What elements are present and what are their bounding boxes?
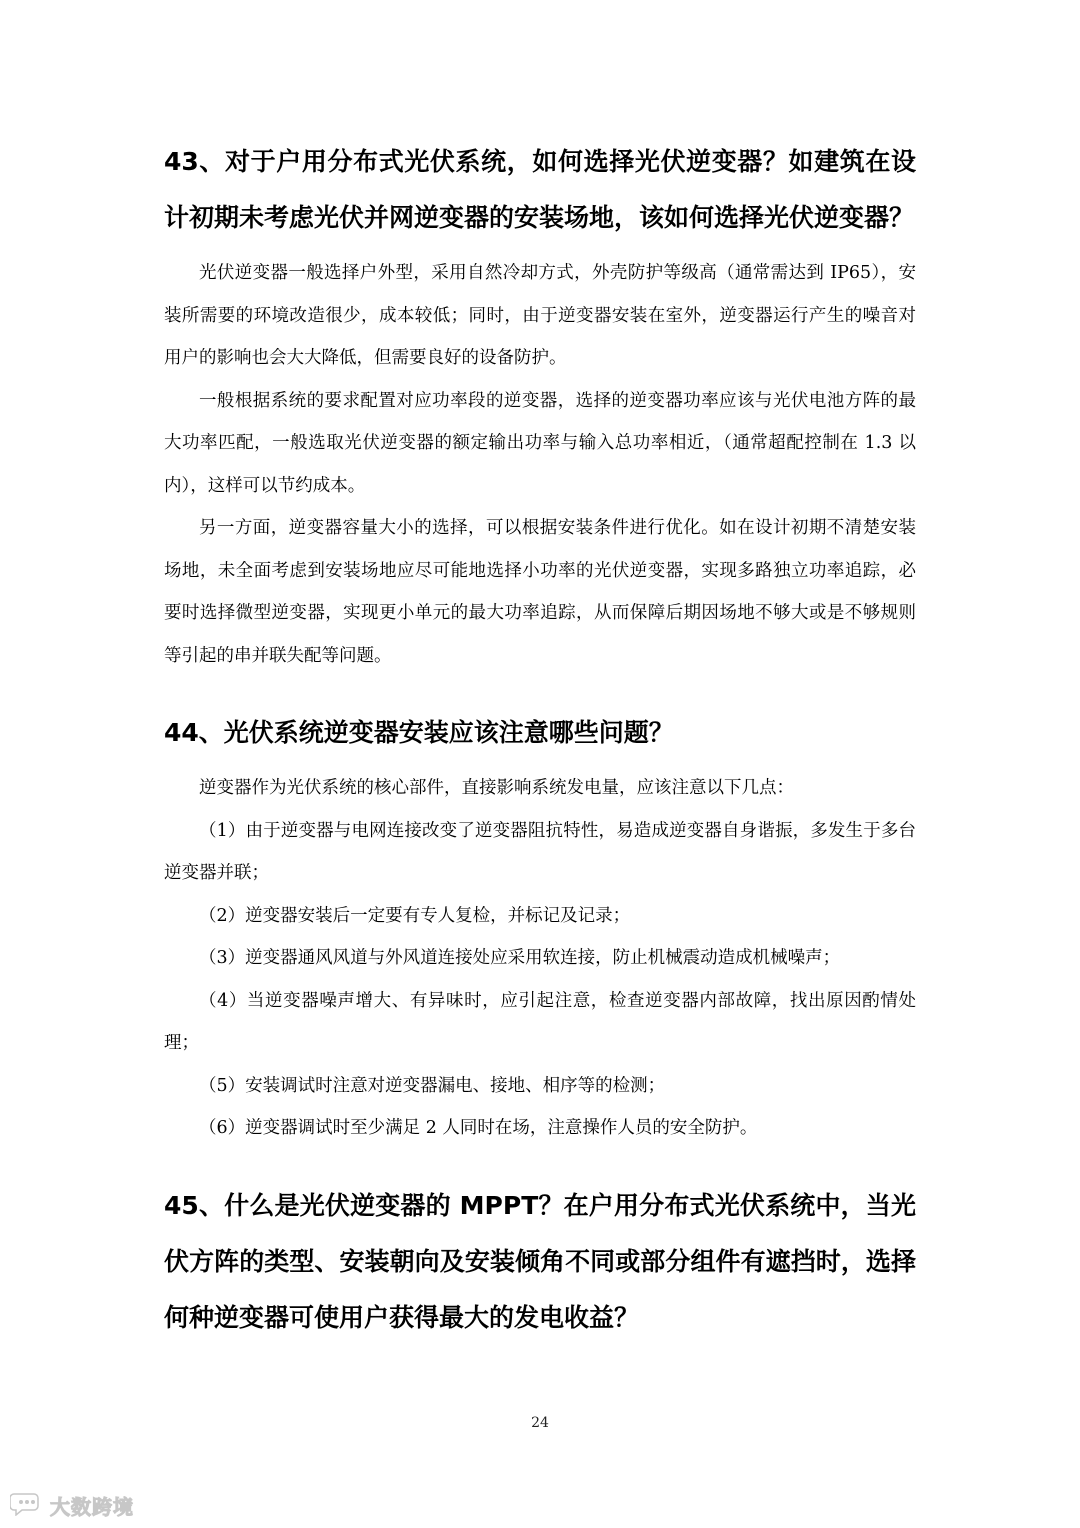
- question-44-item-1: （1）由于逆变器与电网连接改变了逆变器阻抗特性，易造成逆变器自身谐振，多发生于多台逆变器并联；: [164, 820, 916, 883]
- question-45-heading: 45、什么是光伏逆变器的 MPPT？在户用分布式光伏系统中，当光伏方阵的类型、安装朝向及安装倾角不同或部分组件有遮挡时，选择何种逆变器可使用户获得最大的发电收益？: [164, 1190, 916, 1332]
- question-43-paragraph-3: 另一方面，逆变器容量大小的选择，可以根据安装条件进行优化。如在设计初期不清楚安装场地，未全面考虑到安装场地应尽可能地选择小功率的光伏逆变器，实现多路独立功率追踪，必要时选择微型逆变器，实现更小单元的最大功率追踪，从而保障后期因场地不够大或是不够规则等引起的串并联失配等问题。: [164, 518, 916, 666]
- question-44-item-6: （6）逆变器调试时至少满足 2 人同时在场，注意操作人员的安全防护。: [199, 1118, 758, 1138]
- question-44-item-4: （4）当逆变器噪声增大、有异味时，应引起注意，检查逆变器内部故障，找出原因酌情处理；: [164, 990, 916, 1053]
- question-43-paragraph-1: 光伏逆变器一般选择户外型，采用自然冷却方式，外壳防护等级高（通常需达到 IP65），安装所需要的环境改造很少，成本较低；同时，由于逆变器安装在室外，逆变器运行产生的噪音对用户的影响也会大大降低，但需要良好的设备防护。: [164, 263, 917, 368]
- page-number: 24: [531, 1415, 549, 1431]
- question-44: [164, 705, 916, 1150]
- question-44-heading: 44、光伏系统逆变器安装应该注意哪些问题？: [164, 718, 674, 747]
- question-44-item-3: （3）逆变器通风风道与外风道连接处应采用软连接，防止机械震动造成机械噪声；: [199, 948, 841, 968]
- question-43-paragraph-2: 一般根据系统的要求配置对应功率段的逆变器，选择的逆变器功率应该与光伏电池方阵的最大功率匹配，一般选取光伏逆变器的额定输出功率与输入总功率相近，（通常超配控制在 1.3 以内），这样可以节约成本。: [164, 390, 916, 496]
- question-45: [164, 1178, 916, 1346]
- question-43: [164, 134, 916, 677]
- question-44-intro: 逆变器作为光伏系统的核心部件，直接影响系统发电量，应该注意以下几点：: [199, 778, 794, 798]
- document-body: [164, 134, 916, 1346]
- question-43-heading: 43、对于户用分布式光伏系统，如何选择光伏逆变器？如建筑在设计初期未考虑光伏并网逆变器的安装场地，该如何选择光伏逆变器？: [164, 147, 916, 232]
- question-44-item-2: （2）逆变器安装后一定要有专人复检，并标记及记录；: [199, 905, 631, 926]
- chat-bubble-logo-icon: [10, 1490, 44, 1520]
- question-44-item-5: （5）安装调试时注意对逆变器漏电、接地、相序等的检测；: [199, 1075, 666, 1096]
- watermark: [10, 1490, 134, 1520]
- watermark-text: 大数跨境: [50, 1494, 134, 1519]
